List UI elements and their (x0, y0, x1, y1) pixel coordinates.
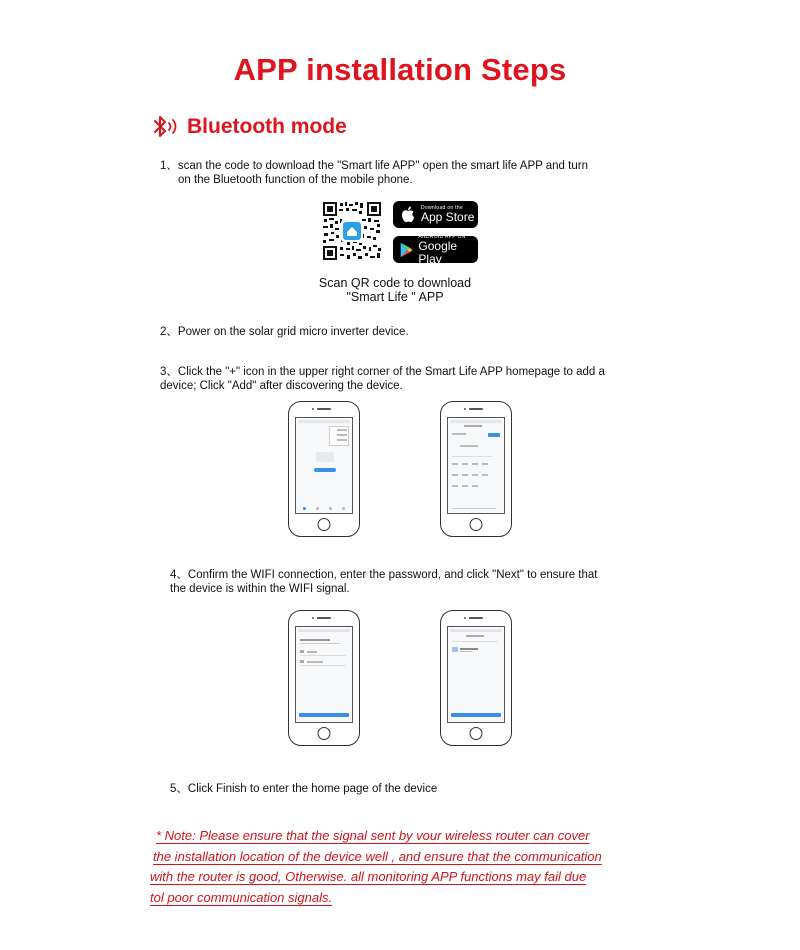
step-2 (160, 325, 660, 339)
apple-icon (399, 205, 417, 225)
step-number: 1、 (160, 160, 178, 172)
phone-screen (295, 626, 353, 723)
app-store-small-text: Download on the (421, 205, 464, 211)
bluetooth-icon (151, 114, 181, 140)
qr-caption-line: "Smart Life " APP (346, 290, 444, 304)
home-button (318, 518, 331, 531)
home-button (470, 727, 483, 740)
step-text-cont: on the Bluetooth function of the mobile phone. (178, 174, 413, 186)
note-line: * Note: Please ensure that the signal sent by vour wireless router can cover (156, 828, 590, 843)
app-store-label: App Store (421, 210, 475, 224)
step-number: 3、 (160, 366, 178, 378)
warning-note (150, 826, 670, 908)
home-button (470, 518, 483, 531)
step-text: Power on the solar grid micro inverter device. (177, 326, 409, 338)
phone-screen (447, 417, 505, 514)
google-play-small-text: ANDROID APP ON (418, 233, 466, 240)
step-text-cont: device; Click "Add" after discovering the device. (160, 380, 403, 392)
step-number: 2、 (160, 326, 178, 338)
qr-code[interactable] (322, 201, 382, 261)
step-4 (170, 568, 670, 596)
step-number: 4、 (170, 569, 188, 581)
google-play-icon (398, 241, 414, 259)
bluetooth-mode-label: Bluetooth mode (187, 115, 347, 138)
note-line: tol poor communication signals. (150, 889, 333, 905)
step-text: Click Finish to enter the home page of the device (187, 783, 438, 795)
step-5 (170, 782, 670, 796)
app-store-badge[interactable] (393, 201, 478, 228)
phone-screen (447, 626, 505, 723)
step-1 (160, 159, 660, 187)
step-number: 5、 (170, 783, 188, 795)
home-button (318, 727, 331, 740)
phone-add-device-screenshot (440, 401, 512, 537)
phone-wifi-screenshot (288, 610, 360, 746)
qr-caption-line: Scan QR code to download (318, 276, 472, 290)
google-play-label: Google Play (418, 238, 458, 266)
step-text-cont: the device is within the WIFI signal. (170, 583, 350, 595)
bluetooth-mode-heading (151, 114, 347, 140)
phone-screen (295, 417, 353, 514)
note-line: with the router is good, Otherwise. all monitoring APP functions may fail due (150, 869, 587, 884)
step-3 (160, 365, 680, 393)
note-line: the installation location of the device well , and ensure that the communication (153, 848, 602, 864)
qr-caption (290, 276, 500, 304)
step-text: Confirm the WIFI connection, enter the password, and click "Next" to ensure that (187, 569, 598, 581)
step-text: Click the "+" icon in the upper right corner of the Smart Life APP homepage to add a (177, 366, 605, 378)
page-title: APP installation Steps (233, 52, 567, 87)
phone-device-found-screenshot (440, 610, 512, 746)
google-play-badge[interactable] (393, 233, 478, 266)
phone-home-screenshot (288, 401, 360, 537)
step-text: scan the code to download the "Smart life APP" open the smart life APP and turn (177, 160, 588, 172)
